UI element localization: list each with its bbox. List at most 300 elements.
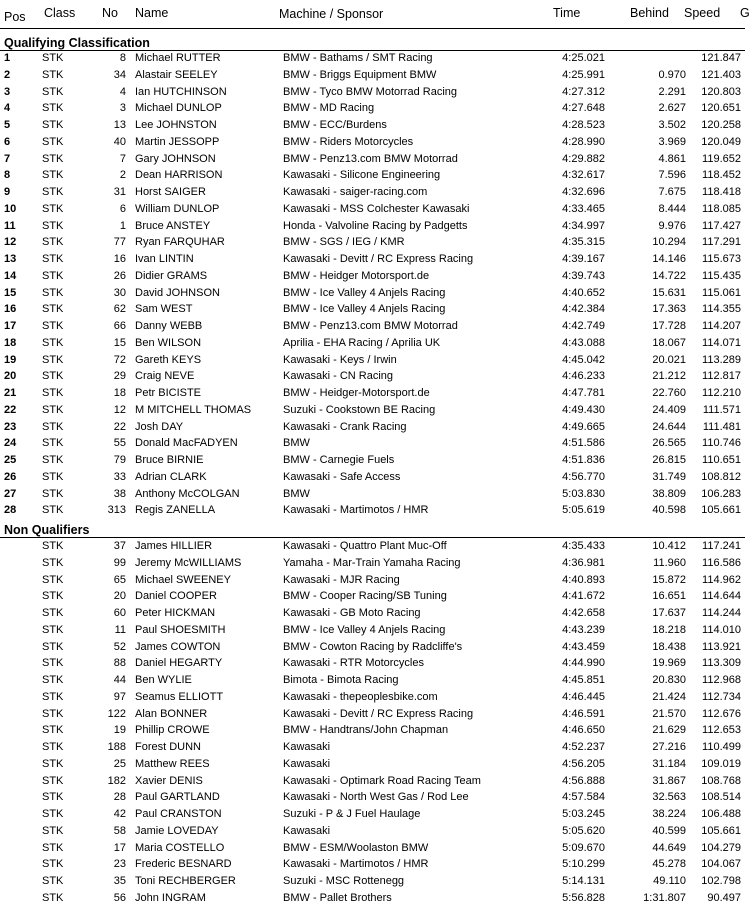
pos-cell: 5 <box>4 119 11 131</box>
class-cell: STK <box>42 774 64 787</box>
rider-name: Daniel COOPER <box>135 590 217 603</box>
class-cell: STK <box>42 841 64 854</box>
machine-sponsor: BMW - Cowton Racing by Radcliffe's <box>283 640 463 653</box>
class-cell: STK <box>42 236 64 249</box>
machine-sponsor: BMW - Ice Valley 4 Anjels Racing <box>283 286 446 299</box>
class-cell: STK <box>42 320 64 332</box>
lap-time: 5:05.619 <box>562 504 605 517</box>
class-cell: STK <box>42 741 64 753</box>
gap-behind: 45.278 <box>652 858 686 871</box>
machine-sponsor: BMW - Penz13.com BMW Motorrad <box>283 320 458 332</box>
class-cell: STK <box>42 135 64 148</box>
table-row <box>0 538 745 555</box>
lap-time: 4:43.239 <box>562 623 605 636</box>
rider-name: Didier GRAMS <box>135 269 208 282</box>
lap-time: 4:46.233 <box>562 370 605 383</box>
rider-name: Danny WEBB <box>135 320 203 332</box>
gap-behind: 8.444 <box>658 202 686 215</box>
class-cell: STK <box>42 724 64 737</box>
table-row <box>0 622 745 639</box>
number-cell: 52 <box>113 640 126 653</box>
gap-behind: 26.565 <box>652 437 686 450</box>
gap-behind: 32.563 <box>652 791 686 804</box>
speed-cell: 108.812 <box>701 470 741 483</box>
rider-name: Ben WILSON <box>135 336 202 349</box>
lap-time: 4:29.882 <box>562 152 605 165</box>
table-row <box>0 739 745 756</box>
class-cell: STK <box>42 219 64 232</box>
table-row <box>0 639 745 656</box>
gap-behind: 22.760 <box>652 387 686 399</box>
machine-sponsor: Kawasaki - Devitt / RC Express Racing <box>283 253 474 265</box>
speed-cell: 120.258 <box>701 119 741 131</box>
gap-behind: 21.424 <box>652 690 686 703</box>
machine-sponsor: Kawasaki - Optimark Road Racing Team <box>283 774 481 787</box>
number-cell: 29 <box>113 370 126 383</box>
lap-time: 4:46.650 <box>562 724 605 737</box>
class-cell: STK <box>42 269 64 282</box>
gap-behind: 18.067 <box>652 336 686 349</box>
machine-sponsor: Kawasaki - Quattro Plant Muc-Off <box>283 540 447 552</box>
machine-sponsor: Suzuki - P & J Fuel Haulage <box>283 808 421 820</box>
speed-cell: 108.514 <box>701 791 741 804</box>
speed-cell: 111.571 <box>702 403 741 416</box>
number-cell: 2 <box>119 169 126 182</box>
speed-cell: 110.499 <box>702 741 741 753</box>
speed-cell: 112.653 <box>702 724 741 737</box>
class-cell: STK <box>42 387 64 399</box>
gap-behind: 2.291 <box>658 85 686 98</box>
rider-name: Michael RUTTER <box>135 52 221 64</box>
table-row <box>0 368 745 385</box>
speed-cell: 114.207 <box>702 320 741 332</box>
machine-sponsor: BMW - Ice Valley 4 Anjels Racing <box>283 303 446 316</box>
machine-sponsor: BMW - Cooper Racing/SB Tuning <box>283 590 447 603</box>
class-cell: STK <box>42 186 64 198</box>
lap-time: 4:42.658 <box>562 607 605 619</box>
table-row <box>0 184 745 201</box>
class-cell: STK <box>42 623 64 636</box>
table-row <box>0 335 745 352</box>
pos-cell: 8 <box>4 169 11 182</box>
pos-cell: 16 <box>4 303 17 316</box>
speed-cell: 114.355 <box>702 303 741 316</box>
lap-time: 4:36.981 <box>562 556 605 569</box>
lap-time: 4:32.617 <box>562 169 605 182</box>
rider-name: Sam WEST <box>135 303 193 316</box>
lap-time: 5:10.299 <box>562 858 605 871</box>
machine-sponsor: Kawasaki - Devitt / RC Express Racing <box>283 707 474 720</box>
machine-sponsor: Kawasaki <box>283 757 331 770</box>
lap-time: 4:27.312 <box>562 85 605 98</box>
speed-cell: 120.803 <box>701 85 741 98</box>
machine-sponsor: BMW - Ice Valley 4 Anjels Racing <box>283 623 446 636</box>
speed-cell: 113.289 <box>702 353 741 366</box>
gap-behind: 14.146 <box>652 253 686 265</box>
rider-name: Lee JOHNSTON <box>135 119 217 131</box>
header-no: No <box>102 6 118 20</box>
class-cell: STK <box>42 68 64 81</box>
machine-sponsor: Kawasaki - GB Moto Racing <box>283 607 421 619</box>
number-cell: 18 <box>113 387 126 399</box>
number-cell: 8 <box>119 52 126 64</box>
machine-sponsor: Kawasaki - MJR Racing <box>283 573 400 586</box>
gap-behind: 7.675 <box>658 186 686 198</box>
gap-behind: 21.570 <box>652 707 686 720</box>
table-row <box>0 385 745 402</box>
machine-sponsor: Kawasaki - CN Racing <box>283 370 394 383</box>
qualifying-title: Qualifying Classification <box>4 36 150 50</box>
table-row <box>0 823 745 840</box>
class-cell: STK <box>42 420 64 433</box>
pos-cell: 19 <box>4 353 17 366</box>
speed-cell: 118.085 <box>702 202 741 215</box>
speed-cell: 119.652 <box>702 152 741 165</box>
machine-sponsor: Bimota - Bimota Racing <box>283 674 399 686</box>
number-cell: 30 <box>113 286 126 299</box>
speed-cell: 117.427 <box>702 219 741 232</box>
class-cell: STK <box>42 757 64 770</box>
rider-name: Peter HICKMAN <box>135 607 216 619</box>
machine-sponsor: BMW - Pallet Brothers <box>283 891 392 904</box>
class-cell: STK <box>42 370 64 383</box>
machine-sponsor: BMW <box>283 437 310 450</box>
class-cell: STK <box>42 590 64 603</box>
speed-cell: 114.244 <box>702 607 741 619</box>
rider-name: Ivan LINTIN <box>135 253 194 265</box>
lap-time: 4:28.990 <box>562 135 605 148</box>
rider-name: Bruce BIRNIE <box>135 454 204 466</box>
pos-cell: 9 <box>4 186 11 198</box>
class-cell: STK <box>42 607 64 619</box>
lap-time: 4:44.990 <box>562 657 605 670</box>
class-cell: STK <box>42 657 64 670</box>
pos-cell: 28 <box>4 504 17 517</box>
number-cell: 16 <box>113 253 126 265</box>
table-row <box>0 672 745 689</box>
pos-cell: 25 <box>4 454 17 466</box>
machine-sponsor: Kawasaki - Keys / Irwin <box>283 353 397 366</box>
machine-sponsor: BMW - Briggs Equipment BMW <box>283 68 437 81</box>
gap-behind: 44.649 <box>652 841 686 854</box>
rider-name: Toni RECHBERGER <box>135 875 236 887</box>
speed-cell: 121.847 <box>701 52 741 64</box>
table-row <box>0 301 745 318</box>
lap-time: 4:45.042 <box>562 353 605 366</box>
lap-time: 4:35.433 <box>562 540 605 552</box>
speed-cell: 112.676 <box>702 707 741 720</box>
class-cell: STK <box>42 52 64 64</box>
machine-sponsor: Kawasaki - North West Gas / Rod Lee <box>283 791 469 804</box>
lap-time: 5:03.245 <box>562 808 605 820</box>
class-cell: STK <box>42 504 64 517</box>
machine-sponsor: Kawasaki <box>283 741 331 753</box>
gap-behind: 18.218 <box>652 623 686 636</box>
table-row <box>0 402 745 419</box>
gap-behind: 21.629 <box>652 724 686 737</box>
class-cell: STK <box>42 253 64 265</box>
class-cell: STK <box>42 640 64 653</box>
speed-cell: 104.279 <box>701 841 741 854</box>
table-row <box>0 117 745 134</box>
number-cell: 7 <box>119 152 126 165</box>
number-cell: 55 <box>113 437 126 450</box>
gap-behind: 15.631 <box>652 286 686 299</box>
gap-behind: 10.412 <box>652 540 686 552</box>
lap-time: 4:43.459 <box>562 640 605 653</box>
speed-cell: 113.309 <box>702 657 741 670</box>
header-speed: Speed <box>684 6 721 20</box>
machine-sponsor: BMW - Carnegie Fuels <box>283 454 395 466</box>
speed-cell: 115.673 <box>702 253 741 265</box>
non-qualifiers-title: Non Qualifiers <box>4 523 90 537</box>
number-cell: 188 <box>107 741 126 753</box>
header-pos: Pos <box>4 10 26 24</box>
number-cell: 6 <box>119 202 126 215</box>
speed-cell: 105.661 <box>701 504 741 517</box>
machine-sponsor: Kawasaki - Safe Access <box>283 470 401 483</box>
rider-name: Frederic BESNARD <box>135 858 232 871</box>
gap-behind: 31.867 <box>652 774 686 787</box>
table-row <box>0 167 745 184</box>
table-row <box>0 67 745 84</box>
number-cell: 11 <box>114 623 126 636</box>
machine-sponsor: Kawasaki <box>283 824 331 837</box>
rider-name: Jeremy McWILLIAMS <box>135 556 242 569</box>
table-row <box>0 773 745 790</box>
class-cell: STK <box>42 286 64 299</box>
speed-cell: 112.734 <box>702 690 741 703</box>
pos-cell: 27 <box>4 487 17 500</box>
number-cell: 40 <box>113 135 126 148</box>
lap-time: 4:27.648 <box>562 102 605 115</box>
gap-behind: 17.637 <box>652 607 686 619</box>
class-cell: STK <box>42 875 64 887</box>
number-cell: 35 <box>113 875 126 887</box>
number-cell: 19 <box>113 724 126 737</box>
class-cell: STK <box>42 573 64 586</box>
machine-sponsor: BMW - Handtrans/John Chapman <box>283 724 449 737</box>
table-row <box>0 856 745 873</box>
table-row <box>0 605 745 622</box>
pos-cell: 22 <box>4 403 17 416</box>
table-row <box>0 588 745 605</box>
table-row <box>0 756 745 773</box>
pos-cell: 21 <box>4 387 17 399</box>
lap-time: 4:47.781 <box>562 387 605 399</box>
table-row <box>0 689 745 706</box>
speed-cell: 115.435 <box>702 269 741 282</box>
lap-time: 4:56.888 <box>562 774 605 787</box>
gap-behind: 2.627 <box>658 102 686 115</box>
table-row <box>0 722 745 739</box>
machine-sponsor: Kawasaki - thepeoplesbike.com <box>283 690 438 703</box>
machine-sponsor: Kawasaki - Silicone Engineering <box>283 169 441 182</box>
pos-cell: 17 <box>4 320 17 332</box>
lap-time: 4:51.836 <box>562 454 605 466</box>
class-cell: STK <box>42 556 64 569</box>
speed-cell: 121.403 <box>701 68 741 81</box>
class-cell: STK <box>42 674 64 686</box>
gap-behind: 11.960 <box>653 556 686 569</box>
pos-cell: 4 <box>4 102 11 115</box>
gap-behind: 31.184 <box>652 757 686 770</box>
pos-cell: 26 <box>4 470 17 483</box>
speed-cell: 104.067 <box>701 858 741 871</box>
pos-cell: 2 <box>4 68 11 81</box>
table-row <box>0 890 745 907</box>
rider-name: M MITCHELL THOMAS <box>135 403 252 416</box>
lap-time: 4:52.237 <box>562 741 605 753</box>
class-cell: STK <box>42 487 64 500</box>
table-row <box>0 840 745 857</box>
class-cell: STK <box>42 791 64 804</box>
number-cell: 79 <box>113 454 126 466</box>
header-rule <box>0 28 745 29</box>
number-cell: 72 <box>113 353 126 366</box>
gap-behind: 40.598 <box>652 504 686 517</box>
table-row <box>0 100 745 117</box>
machine-sponsor: BMW - Riders Motorcycles <box>283 135 414 148</box>
rider-name: William DUNLOP <box>135 202 220 215</box>
gap-behind: 3.969 <box>658 135 686 148</box>
table-row <box>0 234 745 251</box>
gap-behind: 17.728 <box>652 320 686 332</box>
rider-name: Horst SAIGER <box>135 186 206 198</box>
lap-time: 5:14.131 <box>562 875 605 887</box>
rider-name: Gareth KEYS <box>135 353 202 366</box>
gap-behind: 17.363 <box>652 303 686 316</box>
qualifying-table <box>0 50 745 519</box>
lap-time: 4:33.465 <box>562 202 605 215</box>
gap-behind: 1:31.807 <box>643 891 686 904</box>
table-row <box>0 84 745 101</box>
rider-name: Alan BONNER <box>135 707 208 720</box>
lap-time: 5:05.620 <box>562 824 605 837</box>
lap-time: 4:46.445 <box>562 690 605 703</box>
class-cell: STK <box>42 891 64 904</box>
lap-time: 4:25.021 <box>562 52 605 64</box>
rider-name: Dean HARRISON <box>135 169 223 182</box>
gap-behind: 27.216 <box>652 741 686 753</box>
gap-behind: 24.409 <box>652 403 686 416</box>
header-machine: Machine / Sponsor <box>279 7 384 21</box>
machine-sponsor: BMW - Heidger-Motorsport.de <box>283 387 430 399</box>
number-cell: 33 <box>113 470 126 483</box>
class-cell: STK <box>42 808 64 820</box>
table-row <box>0 789 745 806</box>
rider-name: Adrian CLARK <box>135 470 207 483</box>
class-cell: STK <box>42 119 64 131</box>
speed-cell: 112.817 <box>702 370 741 383</box>
lap-time: 4:39.167 <box>562 253 605 265</box>
speed-cell: 106.283 <box>701 487 741 500</box>
lap-time: 4:56.205 <box>562 757 605 770</box>
table-row <box>0 201 745 218</box>
rider-name: Craig NEVE <box>135 370 195 383</box>
pos-cell: 7 <box>4 152 11 165</box>
lap-time: 5:03.830 <box>562 487 605 500</box>
rider-name: Anthony McCOLGAN <box>135 487 240 500</box>
rider-name: Matthew REES <box>135 757 210 770</box>
class-cell: STK <box>42 540 64 552</box>
column-header <box>0 0 750 28</box>
lap-time: 4:46.591 <box>562 707 605 720</box>
class-cell: STK <box>42 202 64 215</box>
gap-behind: 18.438 <box>652 640 686 653</box>
table-row <box>0 151 745 168</box>
class-cell: STK <box>42 85 64 98</box>
number-cell: 37 <box>113 540 126 552</box>
table-row <box>0 218 745 235</box>
table-row <box>0 655 745 672</box>
pos-cell: 18 <box>4 336 17 349</box>
machine-sponsor: BMW - MD Racing <box>283 102 375 115</box>
number-cell: 26 <box>113 269 126 282</box>
machine-sponsor: Suzuki - MSC Rottenegg <box>283 875 405 887</box>
speed-cell: 120.049 <box>701 135 741 148</box>
number-cell: 1 <box>119 219 126 232</box>
pos-cell: 13 <box>4 253 17 265</box>
gap-behind: 20.021 <box>652 353 686 366</box>
machine-sponsor: BMW - Bathams / SMT Racing <box>283 52 433 64</box>
number-cell: 97 <box>113 690 126 703</box>
rider-name: Xavier DENIS <box>135 774 203 787</box>
class-cell: STK <box>42 353 64 366</box>
gap-behind: 24.644 <box>652 420 686 433</box>
rider-name: Paul CRANSTON <box>135 808 222 820</box>
number-cell: 22 <box>113 420 126 433</box>
rider-name: Phillip CROWE <box>135 724 210 737</box>
class-cell: STK <box>42 152 64 165</box>
lap-time: 4:45.851 <box>562 674 605 686</box>
number-cell: 13 <box>113 119 126 131</box>
rider-name: David JOHNSON <box>135 286 220 299</box>
class-cell: STK <box>42 303 64 316</box>
header-behind: Behind <box>630 6 669 20</box>
rider-name: Regis ZANELLA <box>135 504 216 517</box>
speed-cell: 108.768 <box>701 774 741 787</box>
pos-cell: 6 <box>4 135 11 148</box>
lap-time: 4:28.523 <box>562 119 605 131</box>
class-cell: STK <box>42 707 64 720</box>
number-cell: 12 <box>113 403 126 416</box>
speed-cell: 117.241 <box>702 540 741 552</box>
lap-time: 4:35.315 <box>562 236 605 249</box>
number-cell: 77 <box>113 236 126 249</box>
number-cell: 65 <box>113 573 126 586</box>
machine-sponsor: BMW - Penz13.com BMW Motorrad <box>283 152 458 165</box>
pos-cell: 24 <box>4 437 17 450</box>
rider-name: Ian HUTCHINSON <box>135 85 227 98</box>
pos-cell: 11 <box>4 219 16 232</box>
class-cell: STK <box>42 470 64 483</box>
lap-time: 4:32.696 <box>562 186 605 198</box>
number-cell: 20 <box>113 590 126 603</box>
machine-sponsor: Yamaha - Mar-Train Yamaha Racing <box>283 556 461 569</box>
gap-behind: 7.596 <box>658 169 686 182</box>
table-row <box>0 134 745 151</box>
rider-name: Maria COSTELLO <box>135 841 225 854</box>
rider-name: Michael DUNLOP <box>135 102 222 115</box>
number-cell: 313 <box>107 504 126 517</box>
class-cell: STK <box>42 437 64 450</box>
lap-time: 4:40.893 <box>562 573 605 586</box>
speed-cell: 110.651 <box>702 454 741 466</box>
class-cell: STK <box>42 102 64 115</box>
number-cell: 60 <box>113 607 126 619</box>
speed-cell: 114.962 <box>702 573 741 586</box>
